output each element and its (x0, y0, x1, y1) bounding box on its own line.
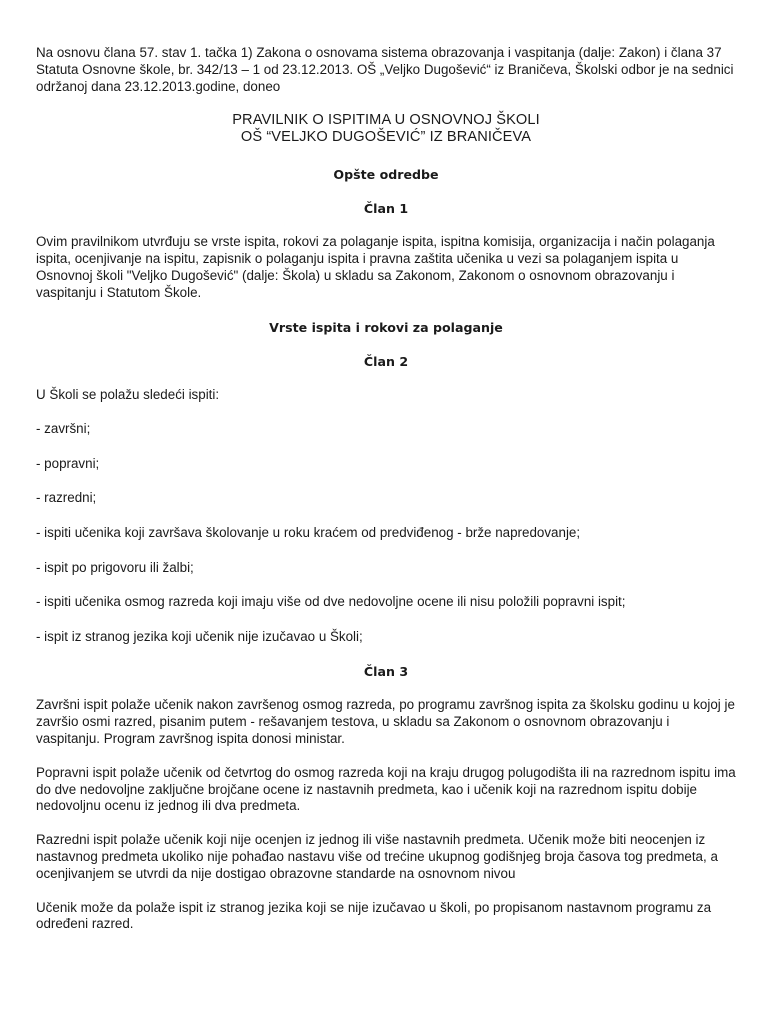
list-item: - ispiti učenika koji završava školovanje u roku kraćem od predviđenog - brže napredovanje; (36, 524, 581, 540)
article-1-heading: Član 1 (363, 201, 409, 217)
article-2-heading: Član 2 (363, 353, 409, 369)
article-3-heading: Član 3 (363, 664, 409, 680)
article-3-paragraph: Završni ispit polaže učenik nakon završenog osmog razreda, po programu završnog ispita za školsku godinu u kojoj je završio osmi razred, pisanim putem - rešavanjem testova, u skladu sa Zakonom o osnovnom obrazovanju i vaspitanju. Program završnog ispita donosi ministar. (36, 697, 735, 746)
title-line-1: PRAVILNIK O ISPITIMA U OSNOVNOJ ŠKOLI (232, 112, 540, 129)
document-title (36, 112, 736, 146)
article-3-paragraph: Razredni ispit polaže učenik koji nije ocenjen iz jednog ili više nastavnih predmeta. Učenik može biti neocenjen iz nastavnog predmeta ukoliko nije pohađao nastavu više od trećine ukupnog godišnjeg broja časova tog predmeta, a ocenjivanjem se utvrdi da nije dostigao obrazovne standarde na osnovnom nivou (36, 832, 718, 881)
title-line-2: OŠ “VELJKO DUGOŠEVIĆ” IZ BRANIČEVA (240, 129, 532, 146)
article-3-paragraph: Učenik može da polaže ispit iz stranog jezika koji se nije izučavao u školi, po propisanom nastavnom programu za određeni razred. (36, 899, 712, 932)
article-1-text: Ovim pravilnikom utvrđuju se vrste ispita, rokovi za polaganje ispita, ispitna komisija, organizacija i način polaganja ispita, ocenjivanje na ispitu, zapisnik o polaganju ispita i pravna zaštita učenika u vezi sa polaganjem ispita u Osnovnoj školi "Veljko Dugošević" (dalje: Škola) u skladu sa Zakonom, Zakonom o osnovnom obrazovanju i vaspitanju i Statutom Škole. (36, 234, 715, 300)
list-item: - ispit iz stranog jezika koji učenik nije izučavao u Školi; (36, 628, 363, 644)
article-2-lead: U Školi se polažu sledeći ispiti: (36, 386, 220, 402)
section-heading-general: Opšte odredbe (333, 167, 439, 183)
article-3-paragraph: Popravni ispit polaže učenik od četvrtog do osmog razreda koji na kraju drugog polugodišta ili na razrednom ispitu ima do dve nedovoljne zaključne brojčane ocene iz nastavnih predmeta, kao i učenik koji na razrednom ispitu dobije nedovoljnu ocenu iz jednog ili dva predmeta. (36, 764, 736, 814)
list-item: - razredni; (36, 490, 97, 506)
list-item: - popravni; (36, 455, 100, 471)
section-heading-exam-types: Vrste ispita i rokovi za polaganje (269, 319, 503, 335)
list-item: - završni; (36, 421, 91, 437)
list-item: - ispit po prigovoru ili žalbi; (36, 559, 194, 575)
list-item: - ispiti učenika osmog razreda koji imaju više od dve nedovoljne ocene ili nisu položili popravni ispit; (36, 594, 626, 610)
intro-paragraph: Na osnovu člana 57. stav 1. tačka 1) Zakona o osnovama sistema obrazovanja i vaspitanja (dalje: Zakon) i člana 37 Statuta Osnovne škole, br. 342/13 – 1 od 23.12.2013. OŠ „Veljko Dugošević“ iz Braničeva, Školski odbor je na sednici održanoj dana 23.12.2013.godine, doneo (36, 45, 734, 94)
document-page (36, 45, 736, 950)
